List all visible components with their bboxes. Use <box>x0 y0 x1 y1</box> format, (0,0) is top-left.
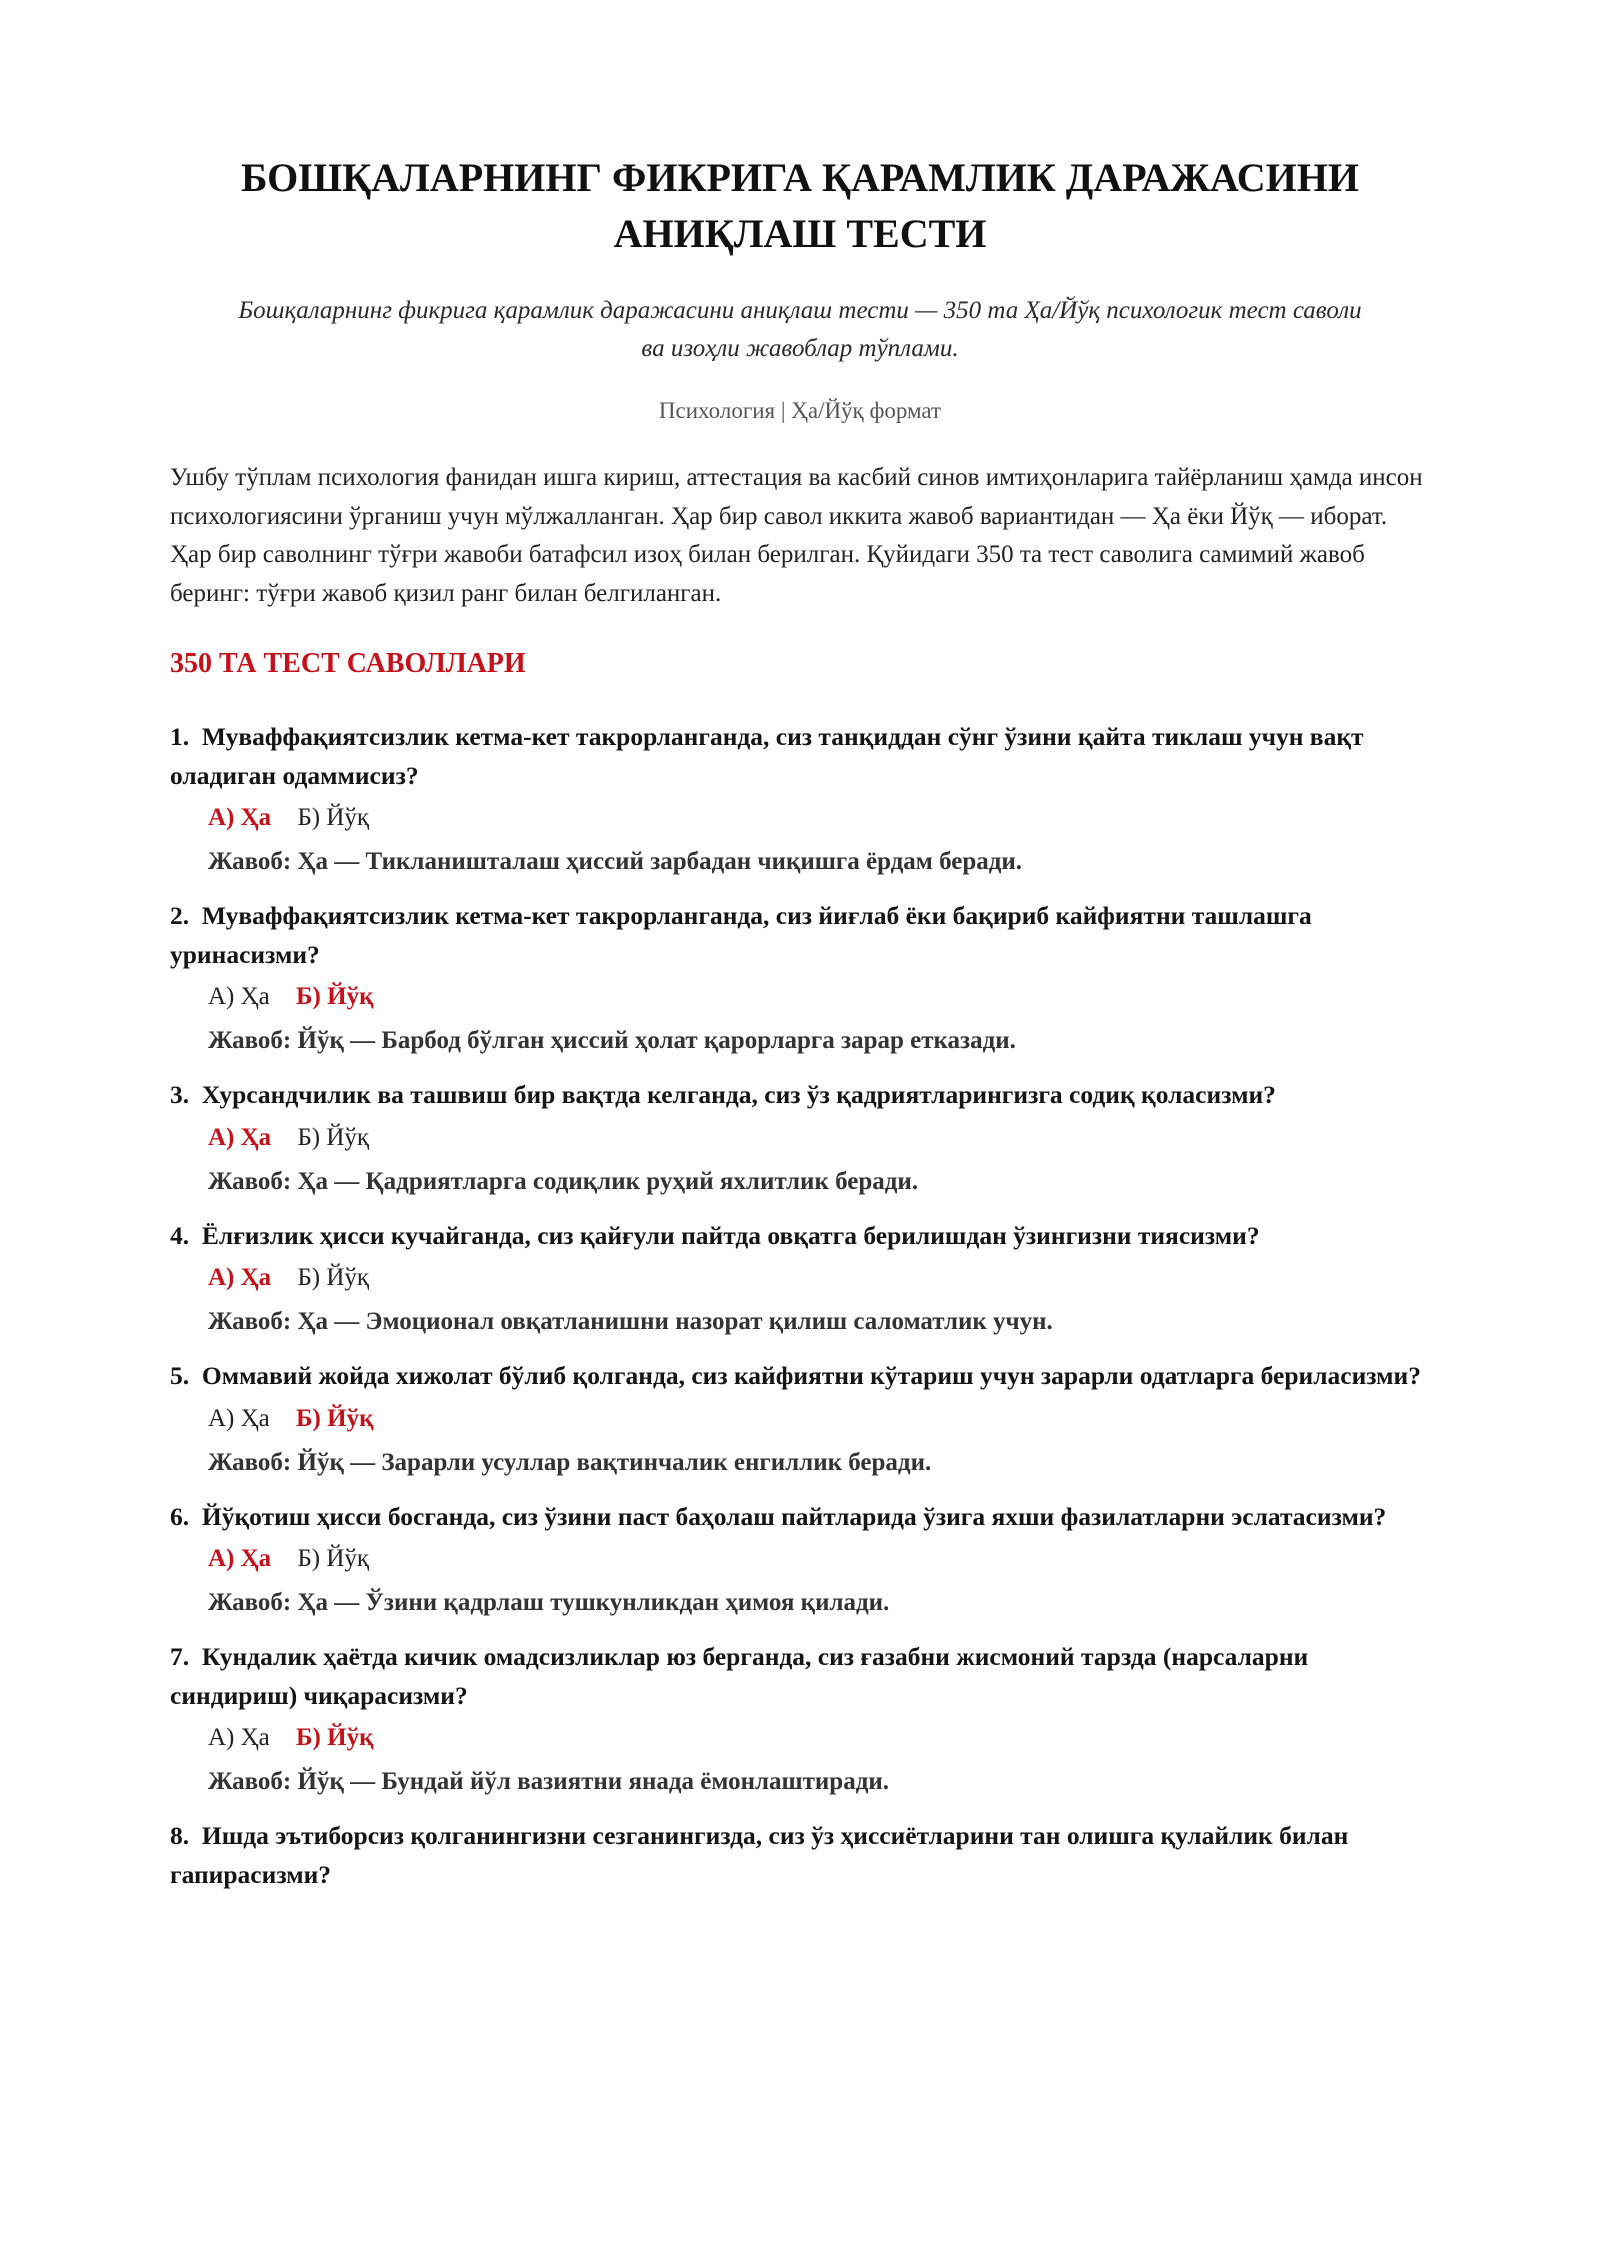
question-number: 2. <box>170 901 190 930</box>
option-a: А) Ҳа <box>208 1404 270 1432</box>
question-item <box>170 1498 1430 1623</box>
answer-options <box>170 1259 1430 1297</box>
question-body: Ёлғизлик ҳисси кучайганда, сиз қайғули пайтда овқатга берилишдан ўзингизни тиясизми? <box>201 1220 1260 1250</box>
option-a: А) Ҳа <box>208 1545 272 1572</box>
question-list <box>170 718 1430 1894</box>
option-b: Б) Йўқ <box>297 1545 370 1572</box>
answer-explanation: Жавоб: Ҳа — Ўзини қадрлаш тушкунликдан ҳимоя қилади. <box>208 1589 890 1616</box>
question-number: 8. <box>170 1821 190 1850</box>
answer-options <box>170 1400 1430 1438</box>
question-body: Ишда эътиборсиз қолганингизни сезганингизда, сиз ўз ҳиссиётларини тан олишга қулайлик билан гапирасизми? <box>170 1821 1349 1889</box>
option-b: Б) Йўқ <box>296 1404 374 1432</box>
question-body: Муваффақиятсизлик кетма-кет такрорланганда, сиз танқиддан сўнг ўзини қайта тиклаш учун вақт оладиган одаммисиз? <box>170 722 1364 790</box>
title-line-1: БОШҚАЛАРНИНГ ФИКРИГА ҚАРАМЛИК ДАРАЖАСИНИ <box>240 155 1360 200</box>
question-number: 3. <box>170 1080 190 1109</box>
question-number: 6. <box>170 1501 190 1531</box>
answer-explanation: Жавоб: Йўқ — Барбод бўлган ҳиссий ҳолат қарорларга зарар етказади. <box>208 1027 1016 1054</box>
document-meta: Психология | Ҳа/Йўқ формат <box>658 398 942 423</box>
answer-options <box>170 1719 1430 1757</box>
question-body: Муваффақиятсизлик кетма-кет такрорланганда, сиз йиғлаб ёки бақириб кайфиятни ташлашга уринасизми? <box>170 901 1312 969</box>
answer-options <box>170 978 1430 1016</box>
answer-explanation: Жавоб: Ҳа — Эмоционал овқатланишни назорат қилиш саломатлик учун. <box>208 1308 1053 1335</box>
option-b: Б) Йўқ <box>296 1724 374 1751</box>
section-heading: 350 ТА ТЕСТ САВОЛЛАРИ <box>170 648 526 679</box>
question-number: 4. <box>170 1220 190 1250</box>
option-b: Б) Йўқ <box>297 804 370 831</box>
question-number: 5. <box>170 1361 190 1390</box>
option-b: Б) Йўқ <box>296 983 374 1010</box>
option-a: А) Ҳа <box>208 804 272 831</box>
answer-explanation: Жавоб: Йўқ — Бундай йўл вазиятни янада ёмонлаштиради. <box>208 1768 890 1795</box>
answer-explanation: Жавоб: Ҳа — Тикланишталаш ҳиссий зарбадан чиқишга ёрдам беради. <box>208 848 1023 875</box>
question-number: 7. <box>170 1642 190 1671</box>
question-body: Оммавий жойда хижолат бўлиб қолганда, сиз кайфиятни кўтариш учун зарарли одатларга бериласизми? <box>201 1361 1421 1390</box>
answer-options <box>170 1119 1430 1157</box>
question-item <box>170 1817 1430 1894</box>
option-a: А) Ҳа <box>208 1123 272 1151</box>
option-a: А) Ҳа <box>208 983 270 1010</box>
document-subtitle: Бошқаларнинг фикрига қарамлик даражасини аниқлаш тести — 350 та Ҳа/Йўқ психологик тест саволи ва изоҳли жавоблар тўплами. <box>238 297 1362 362</box>
question-text <box>170 1817 1430 1894</box>
question-item <box>170 897 1430 1060</box>
question-number: 1. <box>170 722 190 751</box>
question-text <box>170 1638 1430 1715</box>
document-title <box>170 150 1430 262</box>
option-b: Б) Йўқ <box>297 1264 370 1291</box>
answer-explanation: Жавоб: Йўқ — Зарарли усуллар вақтинчалик енгиллик беради. <box>208 1448 932 1476</box>
question-text <box>170 1076 1430 1115</box>
question-text <box>170 897 1430 974</box>
title-line-2: АНИҚЛАШ ТЕСТИ <box>613 211 987 256</box>
question-body: Хурсандчилик ва ташвиш бир вақтда келганда, сиз ўз қадриятларингизга содиқ қоласизми? <box>201 1080 1276 1109</box>
answer-options <box>170 799 1430 837</box>
intro-paragraph: Ушбу тўплам психология фанидан ишга кириш, аттестация ва касбий синов имтиҳонларига тайёрланиш ҳамда инсон психологиясини ўрганиш учун мўлжалланган. Ҳар бир савол иккита жавоб вариантидан — Ҳа ёки Йўқ — иборат. Ҳар бир саволнинг тўғри жавоби батафсил изоҳ билан берилган. Қуйидаги 350 та тест саволига самимий жавоб беринг: тўғри жавоб қизил ранг билан белгиланган. <box>170 464 1423 607</box>
answer-options <box>170 1540 1430 1578</box>
option-a: А) Ҳа <box>208 1264 272 1291</box>
question-text <box>170 1357 1430 1396</box>
option-b: Б) Йўқ <box>297 1123 370 1151</box>
question-body: Йўқотиш ҳисси босганда, сиз ўзини паст баҳолаш пайтларида ўзига яхши фазилатларни эслатасизми? <box>201 1501 1387 1531</box>
question-item <box>170 1357 1430 1482</box>
question-item <box>170 1638 1430 1801</box>
question-item <box>170 718 1430 881</box>
option-a: А) Ҳа <box>208 1724 270 1751</box>
question-body: Кундалик ҳаётда кичик омадсизликлар юз берганда, сиз ғазабни жисмоний тарзда (нарсаларни синдириш) чиқарасизми? <box>170 1642 1309 1710</box>
question-text <box>170 718 1430 795</box>
question-text <box>170 1217 1430 1256</box>
question-item <box>170 1217 1430 1342</box>
answer-explanation: Жавоб: Ҳа — Қадриятларга содиқлик руҳий яхлитлик беради. <box>208 1167 919 1195</box>
question-text <box>170 1498 1430 1537</box>
question-item <box>170 1076 1430 1201</box>
